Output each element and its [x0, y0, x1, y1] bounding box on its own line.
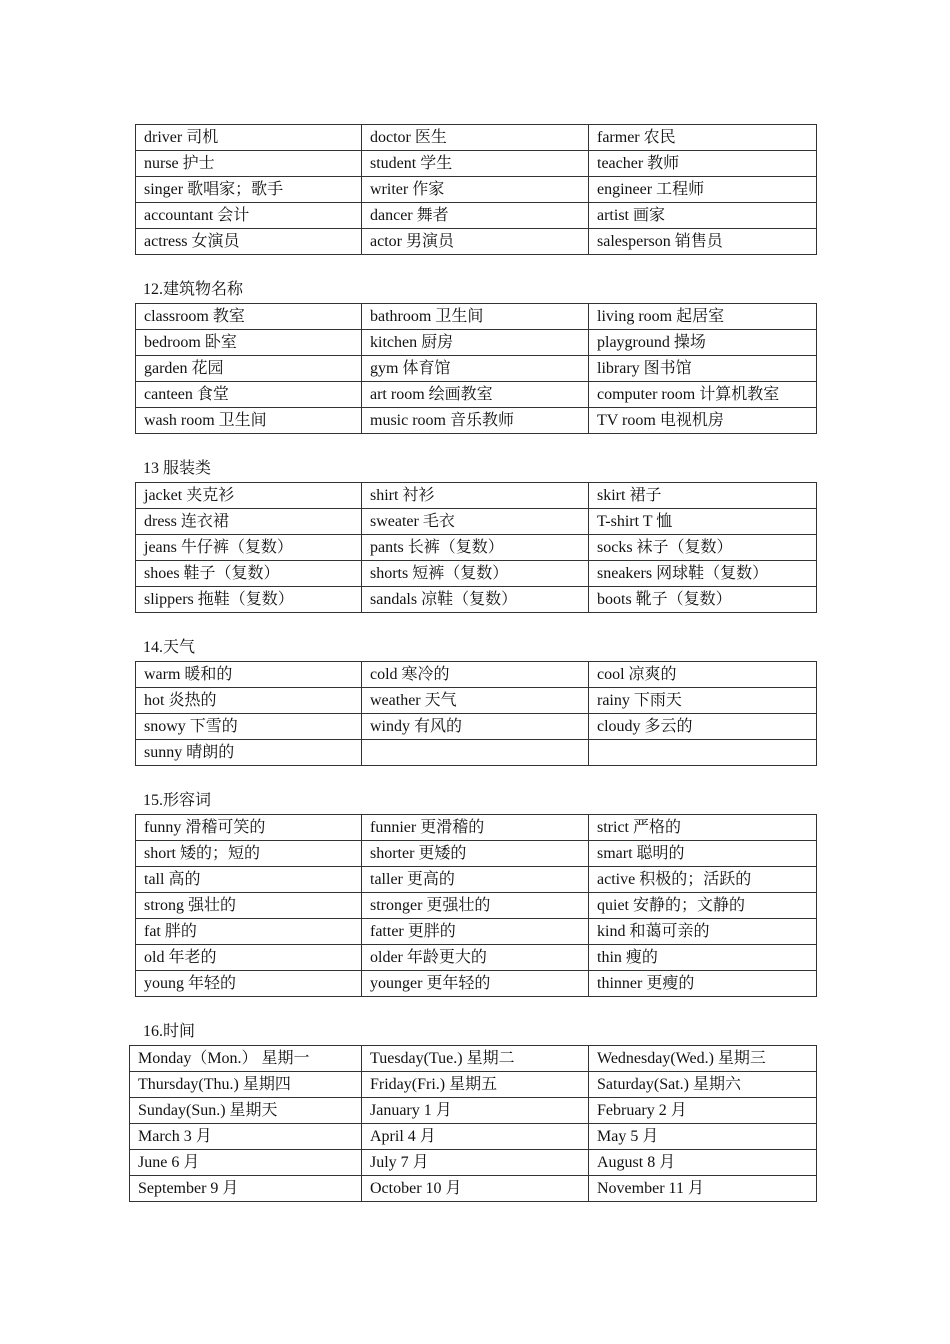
vocab-cell: old 年老的	[136, 945, 362, 971]
vocab-cell: sneakers 网球鞋（复数）	[589, 561, 817, 587]
table-row	[136, 867, 817, 893]
table-row	[136, 229, 817, 255]
table-row	[136, 815, 817, 841]
vocab-cell: June 6 月	[130, 1150, 362, 1176]
table-row	[136, 483, 817, 509]
vocab-cell: bedroom 卧室	[136, 330, 362, 356]
vocab-cell: August 8 月	[589, 1150, 817, 1176]
table-row	[130, 1176, 817, 1202]
vocab-cell: strong 强壮的	[136, 893, 362, 919]
vocab-cell: accountant 会计	[136, 203, 362, 229]
vocab-cell: thinner 更瘦的	[589, 971, 817, 997]
vocab-cell: January 1 月	[362, 1098, 589, 1124]
vocab-cell: thin 瘦的	[589, 945, 817, 971]
vocab-cell: quiet 安静的；文静的	[589, 893, 817, 919]
table-row	[136, 177, 817, 203]
vocab-cell: older 年龄更大的	[362, 945, 589, 971]
vocab-cell: singer 歌唱家；歌手	[136, 177, 362, 203]
section-title-adjectives: 15.形容词	[143, 792, 212, 809]
vocab-cell: hot 炎热的	[136, 688, 362, 714]
table-row	[136, 971, 817, 997]
vocab-cell: strict 严格的	[589, 815, 817, 841]
vocab-table-time	[129, 1045, 817, 1202]
vocab-cell: Sunday(Sun.) 星期天	[130, 1098, 362, 1124]
vocab-cell: shorts 短裤（复数）	[362, 561, 589, 587]
vocab-cell: farmer 农民	[589, 125, 817, 151]
vocab-cell: skirt 裙子	[589, 483, 817, 509]
vocab-cell: April 4 月	[362, 1124, 589, 1150]
vocab-cell: rainy 下雨天	[589, 688, 817, 714]
vocab-cell: shirt 衬衫	[362, 483, 589, 509]
vocab-cell: boots 靴子（复数）	[589, 587, 817, 613]
vocab-cell: September 9 月	[130, 1176, 362, 1202]
vocab-cell: Tuesday(Tue.) 星期二	[362, 1046, 589, 1072]
vocab-cell: playground 操场	[589, 330, 817, 356]
section-title-time: 16.时间	[143, 1023, 196, 1040]
table-row	[136, 740, 817, 766]
vocab-cell: fatter 更胖的	[362, 919, 589, 945]
vocab-table-weather	[135, 661, 817, 766]
table-row	[130, 1098, 817, 1124]
vocab-cell: writer 作家	[362, 177, 589, 203]
vocab-cell: cool 凉爽的	[589, 662, 817, 688]
vocab-cell: younger 更年轻的	[362, 971, 589, 997]
vocab-cell: TV room 电视机房	[589, 408, 817, 434]
vocab-cell: Saturday(Sat.) 星期六	[589, 1072, 817, 1098]
table-row	[130, 1124, 817, 1150]
section-title-buildings: 12.建筑物名称	[143, 281, 244, 298]
table-row	[136, 561, 817, 587]
vocab-cell: funny 滑稽可笑的	[136, 815, 362, 841]
vocab-cell: Thursday(Thu.) 星期四	[130, 1072, 362, 1098]
vocab-cell: sunny 晴朗的	[136, 740, 362, 766]
vocab-table-adjectives	[135, 814, 817, 997]
vocab-cell: cold 寒冷的	[362, 662, 589, 688]
vocab-cell: actress 女演员	[136, 229, 362, 255]
table-row	[136, 151, 817, 177]
table-row	[136, 203, 817, 229]
table-row	[130, 1046, 817, 1072]
vocab-cell: November 11 月	[589, 1176, 817, 1202]
vocab-cell: taller 更高的	[362, 867, 589, 893]
table-row	[136, 125, 817, 151]
vocab-cell: jacket 夹克衫	[136, 483, 362, 509]
vocab-cell: windy 有风的	[362, 714, 589, 740]
vocab-cell: bathroom 卫生间	[362, 304, 589, 330]
vocab-cell: driver 司机	[136, 125, 362, 151]
vocab-cell: shorter 更矮的	[362, 841, 589, 867]
vocab-cell: pants 长裤（复数）	[362, 535, 589, 561]
vocab-cell	[362, 740, 589, 766]
vocab-cell: classroom 教室	[136, 304, 362, 330]
table-row	[136, 688, 817, 714]
vocab-cell: stronger 更强壮的	[362, 893, 589, 919]
vocab-cell: shoes 鞋子（复数）	[136, 561, 362, 587]
vocab-cell: October 10 月	[362, 1176, 589, 1202]
vocab-cell: short 矮的；短的	[136, 841, 362, 867]
vocab-cell: T-shirt T 恤	[589, 509, 817, 535]
vocab-cell: snowy 下雪的	[136, 714, 362, 740]
vocab-cell: music room 音乐教师	[362, 408, 589, 434]
table-row	[136, 382, 817, 408]
vocab-cell: Monday（Mon.） 星期一	[130, 1046, 362, 1072]
vocab-cell: warm 暖和的	[136, 662, 362, 688]
vocab-cell: jeans 牛仔裤（复数）	[136, 535, 362, 561]
table-row	[136, 841, 817, 867]
vocab-cell	[589, 740, 817, 766]
section-title-clothing: 13 服装类	[143, 460, 212, 477]
vocab-cell: actor 男演员	[362, 229, 589, 255]
vocab-cell: cloudy 多云的	[589, 714, 817, 740]
vocab-cell: canteen 食堂	[136, 382, 362, 408]
vocab-cell: sweater 毛衣	[362, 509, 589, 535]
vocab-cell: kitchen 厨房	[362, 330, 589, 356]
table-row	[136, 304, 817, 330]
table-row	[136, 535, 817, 561]
table-row	[136, 509, 817, 535]
table-row	[136, 408, 817, 434]
vocab-cell: nurse 护士	[136, 151, 362, 177]
vocab-cell: socks 袜子（复数）	[589, 535, 817, 561]
vocab-table-occupations	[135, 124, 817, 255]
vocab-cell: weather 天气	[362, 688, 589, 714]
vocab-cell: dress 连衣裙	[136, 509, 362, 535]
vocab-cell: funnier 更滑稽的	[362, 815, 589, 841]
vocab-cell: garden 花园	[136, 356, 362, 382]
vocab-cell: art room 绘画教室	[362, 382, 589, 408]
vocab-cell: kind 和蔼可亲的	[589, 919, 817, 945]
section-title-weather: 14.天气	[143, 639, 196, 656]
table-row	[130, 1150, 817, 1176]
vocab-cell: living room 起居室	[589, 304, 817, 330]
vocab-table-clothing	[135, 482, 817, 613]
vocab-cell: smart 聪明的	[589, 841, 817, 867]
vocab-cell: dancer 舞者	[362, 203, 589, 229]
vocab-cell: wash room 卫生间	[136, 408, 362, 434]
vocab-cell: fat 胖的	[136, 919, 362, 945]
vocab-cell: young 年轻的	[136, 971, 362, 997]
vocab-cell: February 2 月	[589, 1098, 817, 1124]
vocab-cell: salesperson 销售员	[589, 229, 817, 255]
table-row	[136, 587, 817, 613]
vocab-cell: computer room 计算机教室	[589, 382, 817, 408]
table-row	[136, 714, 817, 740]
table-row	[130, 1072, 817, 1098]
vocab-cell: engineer 工程师	[589, 177, 817, 203]
vocab-cell: sandals 凉鞋（复数）	[362, 587, 589, 613]
vocab-cell: library 图书馆	[589, 356, 817, 382]
table-row	[136, 893, 817, 919]
vocab-cell: tall 高的	[136, 867, 362, 893]
table-row	[136, 330, 817, 356]
vocab-cell: Friday(Fri.) 星期五	[362, 1072, 589, 1098]
vocab-cell: doctor 医生	[362, 125, 589, 151]
vocab-cell: March 3 月	[130, 1124, 362, 1150]
vocab-cell: active 积极的；活跃的	[589, 867, 817, 893]
vocab-cell: student 学生	[362, 151, 589, 177]
table-row	[136, 919, 817, 945]
vocab-cell: May 5 月	[589, 1124, 817, 1150]
vocab-cell: teacher 教师	[589, 151, 817, 177]
table-row	[136, 662, 817, 688]
table-row	[136, 945, 817, 971]
vocab-table-buildings	[135, 303, 817, 434]
vocab-cell: gym 体育馆	[362, 356, 589, 382]
vocab-cell: Wednesday(Wed.) 星期三	[589, 1046, 817, 1072]
vocab-cell: artist 画家	[589, 203, 817, 229]
vocab-cell: July 7 月	[362, 1150, 589, 1176]
vocab-cell: slippers 拖鞋（复数）	[136, 587, 362, 613]
table-row	[136, 356, 817, 382]
